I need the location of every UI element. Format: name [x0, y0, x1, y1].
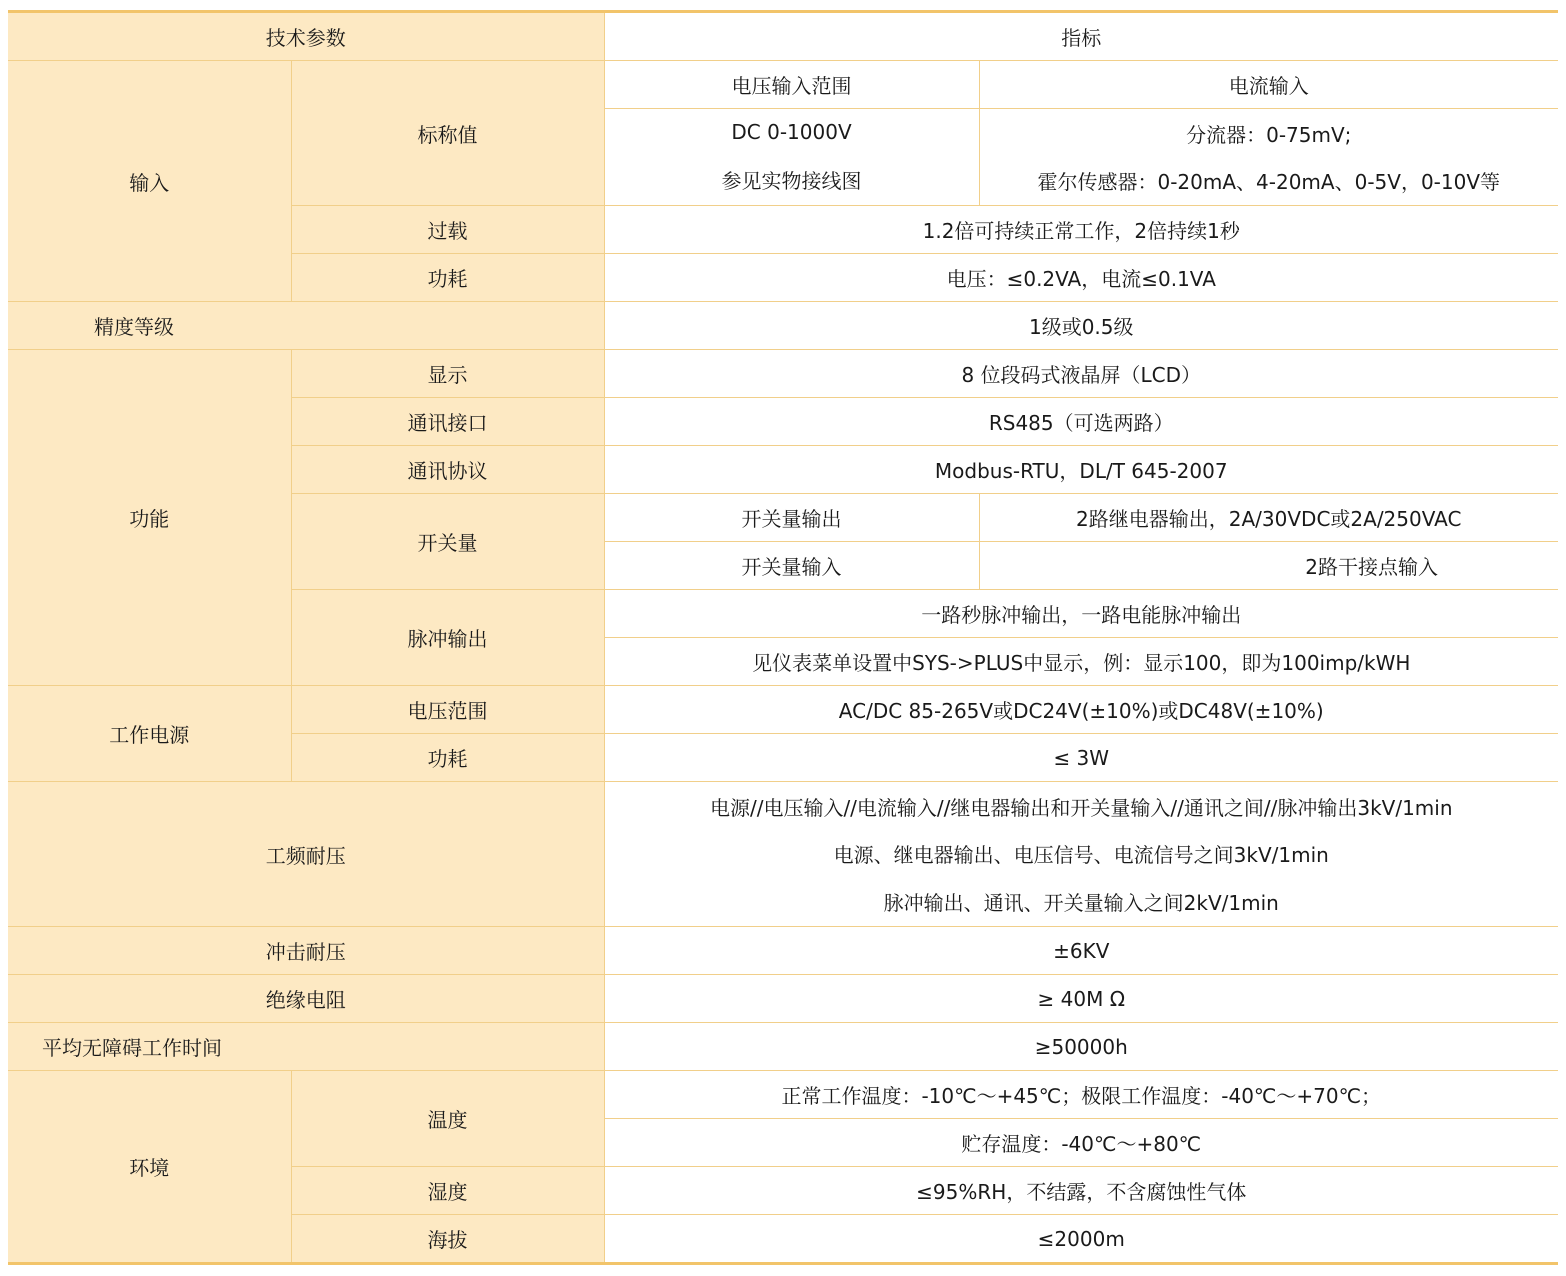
- category-input: 输入: [8, 61, 291, 302]
- altitude-value: ≤2000m: [604, 1215, 1558, 1264]
- current-value-line: 霍尔传感器：0-20mA、4-20mA、0-5V，0-10V等: [1037, 170, 1501, 194]
- switch-in-value: 2路干接点输入: [979, 542, 1558, 590]
- impulse-value: ±6KV: [604, 927, 1558, 975]
- current-value-line: 分流器：0-75mV;: [1186, 123, 1352, 147]
- header-param: 技术参数: [8, 12, 604, 61]
- overload-value: 1.2倍可持续正常工作，2倍持续1秒: [604, 206, 1558, 254]
- header-spec: 指标: [604, 12, 1558, 61]
- comm-protocol-value: Modbus-RTU，DL/T 645-2007: [604, 446, 1558, 494]
- voltage-range-header: 电压输入范围: [604, 61, 979, 109]
- comm-port-value: RS485（可选两路）: [604, 398, 1558, 446]
- sub-supply-power: 功耗: [291, 734, 604, 782]
- withstand-line: 脉冲输出、通讯、开关量输入之间2kV/1min: [883, 890, 1279, 915]
- supply-voltage-value: AC/DC 85-265V或DC24V(±10%)或DC48V(±10%): [604, 686, 1558, 734]
- pulse-value-1: 一路秒脉冲输出，一路电能脉冲输出: [604, 590, 1558, 638]
- sub-nominal: 标称值: [291, 61, 604, 206]
- display-value: 8 位段码式液晶屏（LCD）: [604, 350, 1558, 398]
- current-input-header: 电流输入: [979, 61, 1558, 109]
- category-impulse: 冲击耐压: [8, 927, 604, 975]
- table-row: [8, 927, 1558, 975]
- table-row: [8, 782, 1558, 927]
- category-function: 功能: [8, 350, 291, 686]
- sub-comm-port: 通讯接口: [291, 398, 604, 446]
- voltage-range-value: [604, 109, 979, 206]
- sub-comm-protocol: 通讯协议: [291, 446, 604, 494]
- sub-input-power: 功耗: [291, 254, 604, 302]
- sub-temperature: 温度: [291, 1071, 604, 1167]
- sub-switch: 开关量: [291, 494, 604, 590]
- withstand-value: [604, 782, 1558, 927]
- table-row: [8, 975, 1558, 1023]
- category-insulation: 绝缘电阻: [8, 975, 604, 1023]
- voltage-value-line: DC 0-1000V: [731, 120, 852, 145]
- supply-power-value: ≤ 3W: [604, 734, 1558, 782]
- withstand-line: 电源//电压输入//电流输入//继电器输出和开关量输入//通讯之间//脉冲输出3kV/1min: [709, 796, 1453, 821]
- table-row: [8, 61, 1558, 109]
- temperature-value-1: 正常工作温度：-10℃～+45℃；极限工作温度：-40℃～+70℃；: [604, 1071, 1558, 1119]
- switch-out-label: 开关量输出: [604, 494, 979, 542]
- input-power-value: 电压：≤0.2VA，电流≤0.1VA: [604, 254, 1558, 302]
- switch-out-value: 2路继电器输出，2A/30VDC或2A/250VAC: [979, 494, 1558, 542]
- table-row: [8, 1023, 1558, 1071]
- spec-sheet: [8, 10, 1558, 1265]
- temperature-value-2: 贮存温度：-40℃～+80℃: [604, 1119, 1558, 1167]
- sub-display: 显示: [291, 350, 604, 398]
- switch-in-label: 开关量输入: [604, 542, 979, 590]
- category-mtbf: 平均无障碍工作时间: [8, 1023, 604, 1071]
- sub-pulse: 脉冲输出: [291, 590, 604, 686]
- voltage-value-line: 参见实物接线图: [721, 168, 862, 193]
- table-row: [8, 1071, 1558, 1119]
- table-row: [8, 686, 1558, 734]
- insulation-value: ≥ 40M Ω: [604, 975, 1558, 1023]
- category-environment: 环境: [8, 1071, 291, 1264]
- category-power-supply: 工作电源: [8, 686, 291, 782]
- table-row: [8, 302, 1558, 350]
- withstand-line: 电源、继电器输出、电压信号、电流信号之间3kV/1min: [833, 843, 1329, 868]
- table-header-row: [8, 12, 1558, 61]
- pulse-value-2: 见仪表菜单设置中SYS->PLUS中显示，例：显示100，即为100imp/kWH: [604, 638, 1558, 686]
- accuracy-value: 1级或0.5级: [604, 302, 1558, 350]
- spec-table: [8, 10, 1558, 1265]
- humidity-value: ≤95%RH，不结露，不含腐蚀性气体: [604, 1167, 1558, 1215]
- current-input-value: [979, 109, 1558, 206]
- sub-humidity: 湿度: [291, 1167, 604, 1215]
- mtbf-value: ≥50000h: [604, 1023, 1558, 1071]
- sub-altitude: 海拔: [291, 1215, 604, 1264]
- table-row: [8, 350, 1558, 398]
- sub-voltage-range: 电压范围: [291, 686, 604, 734]
- category-withstand: 工频耐压: [8, 782, 604, 927]
- sub-overload: 过载: [291, 206, 604, 254]
- category-accuracy: 精度等级: [8, 302, 604, 350]
